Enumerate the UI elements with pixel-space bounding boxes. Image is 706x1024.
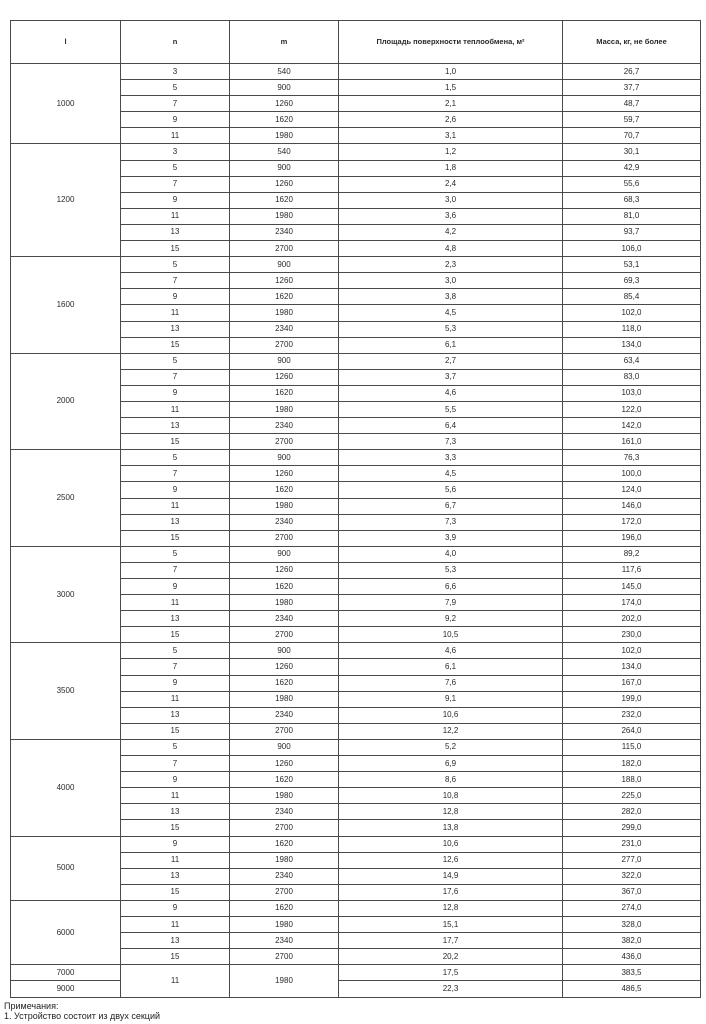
cell-n: 5 — [121, 643, 230, 659]
cell-n: 15 — [121, 884, 230, 900]
cell-area: 6,4 — [339, 418, 563, 434]
cell-area: 14,9 — [339, 868, 563, 884]
cell-area: 10,6 — [339, 836, 563, 852]
cell-mass: 37,7 — [563, 80, 701, 96]
cell-n: 11 — [121, 691, 230, 707]
cell-m: 1260 — [230, 273, 339, 289]
cell-m: 2340 — [230, 868, 339, 884]
header-l: l — [11, 21, 121, 64]
cell-n: 15 — [121, 434, 230, 450]
header-row — [11, 21, 701, 64]
cell-area: 6,1 — [339, 659, 563, 675]
cell-m: 2700 — [230, 723, 339, 739]
cell-n: 11 — [121, 401, 230, 417]
table-row — [11, 836, 701, 852]
cell-m: 2700 — [230, 949, 339, 965]
cell-area: 3,9 — [339, 530, 563, 546]
cell-mass: 232,0 — [563, 707, 701, 723]
cell-n: 5 — [121, 353, 230, 369]
cell-area: 3,8 — [339, 289, 563, 305]
cell-area: 17,6 — [339, 884, 563, 900]
cell-n: 5 — [121, 160, 230, 176]
cell-n: 7 — [121, 273, 230, 289]
cell-n: 15 — [121, 820, 230, 836]
cell-m: 1260 — [230, 369, 339, 385]
cell-l: 1600 — [11, 257, 121, 354]
cell-n: 13 — [121, 804, 230, 820]
cell-mass: 299,0 — [563, 820, 701, 836]
cell-m: 1980 — [230, 788, 339, 804]
cell-m: 1620 — [230, 112, 339, 128]
cell-n: 3 — [121, 64, 230, 80]
table-row — [11, 450, 701, 466]
cell-mass: 103,0 — [563, 385, 701, 401]
cell-area: 7,3 — [339, 434, 563, 450]
cell-m: 1980 — [230, 595, 339, 611]
cell-mass: 76,3 — [563, 450, 701, 466]
cell-mass: 277,0 — [563, 852, 701, 868]
cell-mass: 70,7 — [563, 128, 701, 144]
cell-mass: 382,0 — [563, 933, 701, 949]
cell-l: 1200 — [11, 144, 121, 257]
cell-mass: 68,3 — [563, 192, 701, 208]
cell-n: 7 — [121, 466, 230, 482]
cell-m: 2700 — [230, 434, 339, 450]
cell-n: 15 — [121, 530, 230, 546]
cell-area: 1,0 — [339, 64, 563, 80]
cell-area: 7,6 — [339, 675, 563, 691]
cell-m: 1260 — [230, 466, 339, 482]
cell-n: 9 — [121, 900, 230, 916]
cell-area: 4,6 — [339, 643, 563, 659]
cell-area: 2,3 — [339, 257, 563, 273]
cell-area: 10,8 — [339, 788, 563, 804]
cell-m: 2340 — [230, 707, 339, 723]
cell-l: 2500 — [11, 450, 121, 547]
table-row — [11, 900, 701, 916]
cell-area: 9,1 — [339, 691, 563, 707]
cell-l: 3000 — [11, 546, 121, 643]
cell-m: 900 — [230, 450, 339, 466]
cell-area: 2,7 — [339, 353, 563, 369]
cell-mass: 436,0 — [563, 949, 701, 965]
cell-mass: 124,0 — [563, 482, 701, 498]
cell-mass: 174,0 — [563, 595, 701, 611]
cell-n: 3 — [121, 144, 230, 160]
cell-mass: 264,0 — [563, 723, 701, 739]
cell-area: 1,2 — [339, 144, 563, 160]
cell-n: 7 — [121, 96, 230, 112]
cell-mass: 367,0 — [563, 884, 701, 900]
cell-area: 1,5 — [339, 80, 563, 96]
cell-area: 12,6 — [339, 852, 563, 868]
cell-mass: 322,0 — [563, 868, 701, 884]
cell-n: 13 — [121, 514, 230, 530]
cell-n: 11 — [121, 916, 230, 932]
cell-area: 6,1 — [339, 337, 563, 353]
cell-n: 15 — [121, 949, 230, 965]
cell-l: 3500 — [11, 643, 121, 740]
cell-n: 13 — [121, 321, 230, 337]
cell-m: 1620 — [230, 675, 339, 691]
cell-m: 2340 — [230, 933, 339, 949]
cell-area: 3,0 — [339, 192, 563, 208]
cell-n: 9 — [121, 675, 230, 691]
cell-mass: 225,0 — [563, 788, 701, 804]
note-1: 1. Устройство состоит из двух секций — [4, 1011, 161, 1021]
cell-m: 1980 — [230, 498, 339, 514]
cell-mass: 100,0 — [563, 466, 701, 482]
cell-n: 11 — [121, 128, 230, 144]
cell-n: 13 — [121, 611, 230, 627]
cell-m: 900 — [230, 80, 339, 96]
cell-mass: 122,0 — [563, 401, 701, 417]
cell-area: 6,9 — [339, 756, 563, 772]
cell-mass: 115,0 — [563, 739, 701, 755]
cell-n: 13 — [121, 224, 230, 240]
cell-area: 15,1 — [339, 916, 563, 932]
cell-m: 1620 — [230, 289, 339, 305]
cell-area: 2,6 — [339, 112, 563, 128]
cell-area: 6,6 — [339, 579, 563, 595]
cell-mass: 106,0 — [563, 241, 701, 257]
cell-n: 9 — [121, 482, 230, 498]
cell-l: 1000 — [11, 64, 121, 144]
cell-l: 6000 — [11, 900, 121, 964]
cell-l: 2000 — [11, 353, 121, 450]
table-row — [11, 981, 701, 998]
cell-mass: 89,2 — [563, 546, 701, 562]
header-m: m — [230, 21, 339, 64]
cell-m: 2340 — [230, 804, 339, 820]
cell-mass: 69,3 — [563, 273, 701, 289]
cell-mass: 383,5 — [563, 965, 701, 981]
cell-n: 11 — [121, 595, 230, 611]
cell-mass: 102,0 — [563, 643, 701, 659]
cell-n: 15 — [121, 241, 230, 257]
cell-area: 10,6 — [339, 707, 563, 723]
cell-area: 22,3 — [339, 981, 563, 998]
cell-mass: 59,7 — [563, 112, 701, 128]
cell-area: 9,2 — [339, 611, 563, 627]
cell-mass: 53,1 — [563, 257, 701, 273]
cell-m: 900 — [230, 643, 339, 659]
cell-mass: 93,7 — [563, 224, 701, 240]
cell-n: 9 — [121, 289, 230, 305]
cell-m: 1980 — [230, 852, 339, 868]
cell-m: 1980 — [230, 305, 339, 321]
cell-m: 1620 — [230, 192, 339, 208]
cell-m: 1620 — [230, 836, 339, 852]
cell-area: 12,8 — [339, 804, 563, 820]
cell-n: 13 — [121, 868, 230, 884]
table-row — [11, 144, 701, 160]
cell-mass: 30,1 — [563, 144, 701, 160]
cell-mass: 282,0 — [563, 804, 701, 820]
table-row — [11, 965, 701, 981]
cell-n: 5 — [121, 80, 230, 96]
cell-n: 11 — [121, 208, 230, 224]
cell-area: 2,4 — [339, 176, 563, 192]
cell-area: 12,2 — [339, 723, 563, 739]
cell-m: 1980 — [230, 208, 339, 224]
cell-area: 5,2 — [339, 739, 563, 755]
cell-l: 5000 — [11, 836, 121, 900]
cell-n: 11 — [121, 788, 230, 804]
cell-mass: 81,0 — [563, 208, 701, 224]
table-row — [11, 739, 701, 755]
table-row — [11, 257, 701, 273]
cell-mass: 161,0 — [563, 434, 701, 450]
cell-mass: 231,0 — [563, 836, 701, 852]
cell-m: 900 — [230, 257, 339, 273]
cell-n: 11 — [121, 965, 230, 998]
cell-n: 13 — [121, 707, 230, 723]
cell-m: 2700 — [230, 530, 339, 546]
cell-mass: 118,0 — [563, 321, 701, 337]
cell-mass: 85,4 — [563, 289, 701, 305]
cell-mass: 42,9 — [563, 160, 701, 176]
cell-area: 17,5 — [339, 965, 563, 981]
cell-n: 9 — [121, 385, 230, 401]
cell-n: 5 — [121, 546, 230, 562]
cell-area: 5,3 — [339, 321, 563, 337]
notes-title: Примечания: — [4, 1001, 59, 1011]
notes — [4, 1001, 160, 1021]
cell-area: 7,3 — [339, 514, 563, 530]
cell-mass: 274,0 — [563, 900, 701, 916]
cell-area: 12,8 — [339, 900, 563, 916]
cell-m: 1980 — [230, 691, 339, 707]
cell-l: 7000 — [11, 965, 121, 981]
cell-area: 7,9 — [339, 595, 563, 611]
cell-m: 1620 — [230, 772, 339, 788]
cell-m: 1620 — [230, 482, 339, 498]
cell-mass: 167,0 — [563, 675, 701, 691]
cell-area: 1,8 — [339, 160, 563, 176]
cell-m: 540 — [230, 144, 339, 160]
cell-m: 1980 — [230, 965, 339, 998]
table-row — [11, 643, 701, 659]
header-n: n — [121, 21, 230, 64]
cell-m: 1620 — [230, 579, 339, 595]
cell-mass: 202,0 — [563, 611, 701, 627]
header-area: Площадь поверхности теплообмена, м² — [339, 21, 563, 64]
cell-m: 1620 — [230, 900, 339, 916]
cell-area: 5,3 — [339, 562, 563, 578]
cell-l: 9000 — [11, 981, 121, 998]
header-mass: Масса, кг, не более — [563, 21, 701, 64]
cell-m: 2700 — [230, 820, 339, 836]
cell-mass: 230,0 — [563, 627, 701, 643]
cell-n: 15 — [121, 337, 230, 353]
cell-area: 8,6 — [339, 772, 563, 788]
cell-m: 1260 — [230, 562, 339, 578]
cell-m: 2340 — [230, 611, 339, 627]
cell-mass: 486,5 — [563, 981, 701, 998]
cell-m: 1980 — [230, 916, 339, 932]
cell-area: 13,8 — [339, 820, 563, 836]
cell-m: 540 — [230, 64, 339, 80]
cell-area: 3,3 — [339, 450, 563, 466]
cell-m: 900 — [230, 353, 339, 369]
table-row — [11, 546, 701, 562]
cell-mass: 134,0 — [563, 337, 701, 353]
cell-m: 1260 — [230, 176, 339, 192]
cell-area: 4,0 — [339, 546, 563, 562]
cell-n: 7 — [121, 659, 230, 675]
cell-n: 7 — [121, 562, 230, 578]
cell-mass: 117,6 — [563, 562, 701, 578]
cell-mass: 26,7 — [563, 64, 701, 80]
cell-n: 13 — [121, 418, 230, 434]
cell-l: 4000 — [11, 739, 121, 836]
cell-mass: 55,6 — [563, 176, 701, 192]
cell-area: 4,6 — [339, 385, 563, 401]
table-row — [11, 353, 701, 369]
cell-m: 2340 — [230, 321, 339, 337]
cell-mass: 172,0 — [563, 514, 701, 530]
cell-n: 5 — [121, 257, 230, 273]
cell-mass: 182,0 — [563, 756, 701, 772]
cell-m: 1260 — [230, 659, 339, 675]
cell-m: 1980 — [230, 128, 339, 144]
cell-mass: 48,7 — [563, 96, 701, 112]
cell-m: 900 — [230, 546, 339, 562]
cell-area: 3,1 — [339, 128, 563, 144]
cell-mass: 83,0 — [563, 369, 701, 385]
cell-n: 9 — [121, 579, 230, 595]
cell-area: 4,8 — [339, 241, 563, 257]
cell-area: 2,1 — [339, 96, 563, 112]
cell-n: 9 — [121, 772, 230, 788]
cell-m: 1620 — [230, 385, 339, 401]
cell-m: 2340 — [230, 418, 339, 434]
cell-area: 3,0 — [339, 273, 563, 289]
cell-m: 2700 — [230, 627, 339, 643]
cell-area: 4,5 — [339, 305, 563, 321]
cell-n: 7 — [121, 369, 230, 385]
cell-mass: 199,0 — [563, 691, 701, 707]
cell-n: 9 — [121, 836, 230, 852]
table-row — [11, 64, 701, 80]
cell-area: 10,5 — [339, 627, 563, 643]
cell-m: 2340 — [230, 514, 339, 530]
cell-n: 5 — [121, 739, 230, 755]
cell-mass: 63,4 — [563, 353, 701, 369]
table-body — [11, 64, 701, 998]
cell-area: 20,2 — [339, 949, 563, 965]
cell-m: 2700 — [230, 337, 339, 353]
cell-area: 6,7 — [339, 498, 563, 514]
cell-mass: 196,0 — [563, 530, 701, 546]
cell-n: 15 — [121, 723, 230, 739]
cell-n: 11 — [121, 852, 230, 868]
cell-m: 1260 — [230, 96, 339, 112]
specification-table — [10, 20, 701, 998]
cell-area: 4,2 — [339, 224, 563, 240]
cell-area: 4,5 — [339, 466, 563, 482]
cell-mass: 102,0 — [563, 305, 701, 321]
cell-mass: 146,0 — [563, 498, 701, 514]
cell-n: 11 — [121, 305, 230, 321]
cell-mass: 134,0 — [563, 659, 701, 675]
cell-mass: 145,0 — [563, 579, 701, 595]
cell-m: 1980 — [230, 401, 339, 417]
cell-mass: 328,0 — [563, 916, 701, 932]
cell-m: 1260 — [230, 756, 339, 772]
cell-n: 13 — [121, 933, 230, 949]
cell-area: 5,5 — [339, 401, 563, 417]
cell-n: 9 — [121, 112, 230, 128]
cell-m: 2700 — [230, 241, 339, 257]
cell-n: 15 — [121, 627, 230, 643]
cell-mass: 188,0 — [563, 772, 701, 788]
cell-area: 5,6 — [339, 482, 563, 498]
cell-m: 900 — [230, 160, 339, 176]
cell-m: 900 — [230, 739, 339, 755]
cell-mass: 142,0 — [563, 418, 701, 434]
cell-n: 5 — [121, 450, 230, 466]
cell-n: 11 — [121, 498, 230, 514]
cell-m: 2340 — [230, 224, 339, 240]
cell-area: 3,7 — [339, 369, 563, 385]
cell-area: 17,7 — [339, 933, 563, 949]
cell-n: 7 — [121, 176, 230, 192]
cell-n: 7 — [121, 756, 230, 772]
cell-area: 3,6 — [339, 208, 563, 224]
cell-n: 9 — [121, 192, 230, 208]
cell-m: 2700 — [230, 884, 339, 900]
